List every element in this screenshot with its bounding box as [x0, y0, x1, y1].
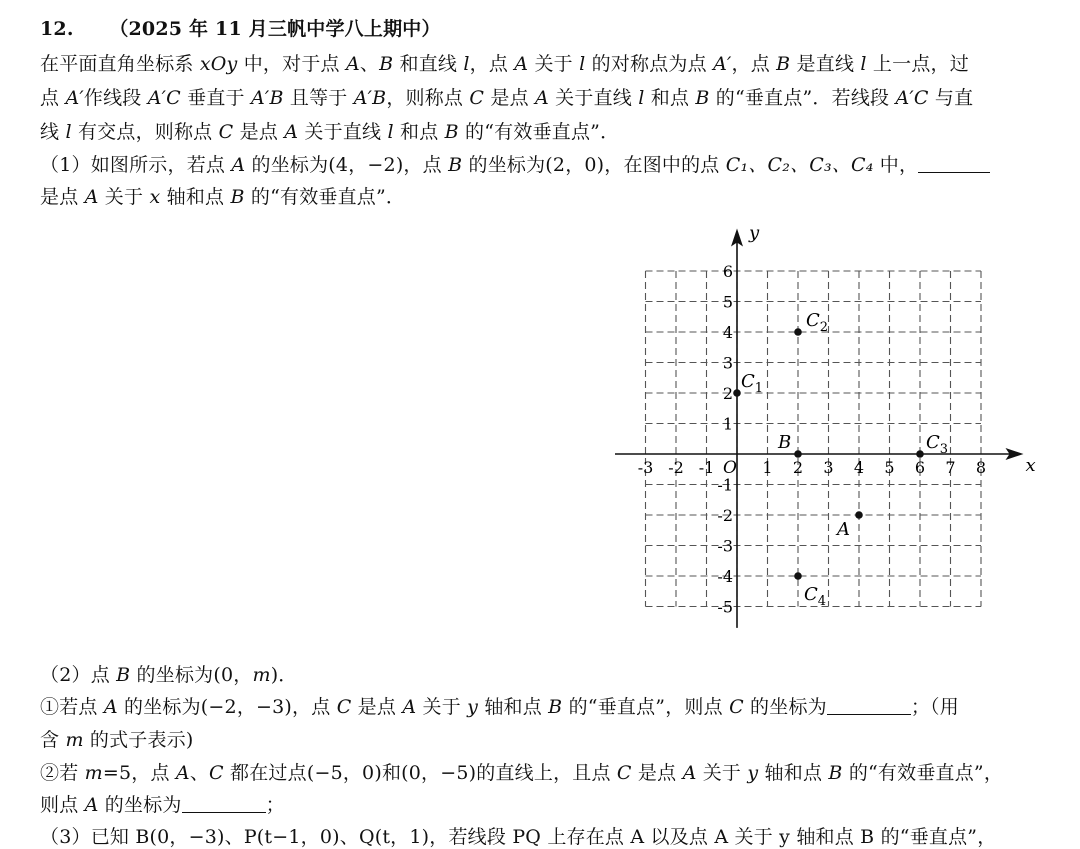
problem-header: [40, 14, 441, 41]
y-tick-label: 2: [722, 384, 733, 403]
math: C: [218, 121, 234, 143]
math: m: [252, 664, 271, 686]
part2-q2-line-2: [40, 790, 285, 817]
y-tick-label: 3: [722, 353, 733, 373]
x-tick-label: 2: [792, 458, 804, 477]
x-tick-label: 1: [762, 458, 773, 477]
point-label-a: A: [837, 519, 850, 540]
point-c1: [733, 389, 741, 397]
text: 作线段: [83, 87, 148, 109]
x-tick-label: 5: [884, 458, 895, 477]
x-tick-label: 6: [914, 458, 926, 477]
text: 和直线: [393, 53, 464, 75]
intro-line-1: [40, 49, 969, 76]
math: y: [747, 762, 759, 784]
point-a: [855, 511, 863, 519]
coordinate-figure: [600, 228, 1040, 638]
math: y: [467, 696, 479, 718]
math: B: [448, 154, 463, 176]
math: A: [175, 762, 190, 784]
y-tick-label: -4: [717, 567, 733, 586]
text: 关于直线: [298, 121, 388, 143]
text: 轴和点: [160, 186, 231, 208]
text: 的“垂直点”．若线段: [709, 87, 896, 109]
text: 点: [40, 87, 66, 109]
math: A′: [65, 87, 84, 109]
text: 中，对于点: [237, 53, 346, 75]
part2-q1-line-1: [40, 692, 959, 719]
x-tick-label: 3: [823, 458, 834, 477]
text: 中，: [873, 154, 919, 176]
point-c2: [794, 328, 802, 336]
text: 垂直于: [180, 87, 252, 109]
part2-q1-line-2: [40, 725, 194, 752]
y-tick-label: 1: [722, 414, 733, 434]
text: 的“有效垂直点”．: [458, 121, 620, 143]
math: l: [463, 53, 470, 75]
text: 的“有效垂直点”，: [842, 762, 1004, 784]
x-axis-label: x: [1025, 455, 1036, 476]
text: 与直: [928, 87, 974, 109]
point-label-c1: $C_1$: [741, 371, 764, 396]
math: A: [345, 53, 360, 75]
part3-line-partial: [40, 822, 996, 849]
text: 的式子表示): [83, 729, 194, 751]
math: B: [230, 186, 245, 208]
text: 是点: [351, 696, 403, 718]
part2-q2-line-1: [40, 758, 1003, 785]
math: B: [548, 696, 563, 718]
text: 是点: [631, 762, 683, 784]
text: ，点: [469, 53, 515, 75]
text: ，则称点: [386, 87, 470, 109]
text: =5，点: [102, 762, 176, 784]
math: A: [84, 794, 99, 816]
x-tick-label: -3: [637, 458, 654, 477]
math: A′C: [147, 87, 181, 109]
math: A′B: [251, 87, 284, 109]
y-tick-label: -5: [717, 597, 733, 617]
math: C₁、C₂、C₃、C₄: [725, 154, 874, 176]
y-tick-label: 4: [722, 323, 733, 342]
math: l: [860, 53, 867, 75]
math: B: [444, 121, 459, 143]
math: A: [103, 696, 118, 718]
text: 和点: [644, 87, 696, 109]
y-tick-label: 5: [722, 292, 733, 312]
y-tick-label: -3: [717, 536, 733, 556]
math: C: [336, 696, 352, 718]
answer-blank[interactable]: [827, 696, 911, 715]
text: ①若点: [40, 696, 104, 718]
text: 的“有效垂直点”．: [244, 186, 406, 208]
math: B: [695, 87, 710, 109]
part1-line-2: [40, 182, 405, 209]
math: C: [729, 696, 744, 718]
x-tick-label: -2: [668, 458, 684, 477]
math: m: [65, 729, 84, 751]
text: 有交点，则称点: [71, 121, 219, 143]
text: （1）如图所示，若点: [40, 154, 232, 176]
text: 是点: [40, 186, 85, 208]
text: （2）点: [40, 664, 117, 686]
math: l: [65, 121, 72, 143]
y-tick-label: 6: [722, 262, 733, 281]
math: A′B: [353, 87, 387, 109]
text: 的坐标为: [98, 794, 182, 816]
point-label-c2: $C_2$: [806, 310, 829, 335]
text: ；: [265, 794, 285, 816]
math: l: [579, 53, 586, 75]
y-tick-label: -2: [717, 506, 733, 525]
text: 轴和点: [478, 696, 549, 718]
text: （3）已知 B(0，−3)、P(t−1，0)、Q(t，1)，若线段 PQ 上存在点 A 以及点 A 关于 y 轴和点 B 的“垂直点”，: [40, 826, 997, 848]
text: 线: [40, 121, 66, 143]
math: l: [387, 121, 394, 143]
point-label-c3: $C_3$: [926, 432, 949, 457]
math: A: [84, 186, 99, 208]
math: A′C: [895, 87, 929, 109]
math: B: [379, 53, 394, 75]
text: 关于直线: [548, 87, 639, 109]
point-b: [794, 450, 802, 458]
answer-blank[interactable]: [182, 794, 266, 813]
math: A: [284, 121, 299, 143]
math: A: [231, 154, 246, 176]
point-c4: [794, 572, 802, 580]
math: A′: [713, 53, 732, 75]
text: 的坐标为: [743, 696, 827, 718]
text: 是点: [233, 121, 285, 143]
math: xOy: [199, 53, 238, 75]
math: l: [638, 87, 645, 109]
text: 是直线: [790, 53, 861, 75]
math: A: [402, 696, 417, 718]
text: )．: [270, 664, 298, 686]
part2-heading: [40, 660, 298, 687]
text: 的坐标为(2，0)，在图中的点: [462, 154, 726, 176]
text: 含: [40, 729, 66, 751]
text: 、: [189, 762, 210, 784]
text: 都在过点(−5，0)和(0，−5)的直线上，且点: [223, 762, 617, 784]
problem-number: 12.: [40, 18, 74, 40]
math: m: [84, 762, 103, 784]
text: 关于: [98, 186, 150, 208]
math: A: [682, 762, 697, 784]
answer-blank[interactable]: [918, 154, 990, 173]
math: C: [469, 87, 485, 109]
origin-label: O: [723, 458, 737, 478]
problem-source: （2025 年 11 月三帆中学八上期中）: [109, 18, 441, 40]
x-tick-label: -1: [698, 458, 715, 477]
intro-line-3: [40, 117, 619, 144]
text: 轴和点: [758, 762, 829, 784]
text: 和点: [393, 121, 445, 143]
x-tick-label: 8: [975, 458, 987, 477]
text: 的坐标为(0，: [130, 664, 253, 686]
text: 是点: [484, 87, 536, 109]
math: B: [776, 53, 791, 75]
math: x: [149, 186, 161, 208]
text: 上一点，过: [866, 53, 969, 75]
x-tick-label: 7: [945, 458, 956, 477]
text: ；（用: [910, 696, 959, 718]
text: 、: [359, 53, 380, 75]
text: 的“垂直点”，则点: [562, 696, 730, 718]
math: B: [828, 762, 843, 784]
math: B: [116, 664, 131, 686]
point-label-b: B: [778, 432, 792, 453]
point-label-c4: $C_4$: [804, 584, 827, 609]
text: 在平面直角坐标系: [40, 53, 200, 75]
math: A: [514, 53, 529, 75]
text: 的坐标为(−2，−3)，点: [117, 696, 337, 718]
text: 则点: [40, 794, 85, 816]
intro-line-2: [40, 83, 973, 110]
y-axis-label: y: [749, 228, 760, 244]
y-tick-label: -1: [717, 475, 733, 495]
x-tick-label: 4: [853, 458, 865, 477]
text: 关于: [696, 762, 748, 784]
part1-line-1: [40, 150, 990, 177]
point-c3: [916, 450, 924, 458]
text: ②若: [40, 762, 85, 784]
math: C: [209, 762, 224, 784]
math: C: [616, 762, 632, 784]
text: 的坐标为(4，−2)，点: [245, 154, 449, 176]
text: 关于: [416, 696, 468, 718]
text: ，点: [731, 53, 777, 75]
text: 关于: [528, 53, 580, 75]
text: 且等于: [283, 87, 354, 109]
math: A: [535, 87, 549, 109]
text: 的对称点为点: [585, 53, 714, 75]
